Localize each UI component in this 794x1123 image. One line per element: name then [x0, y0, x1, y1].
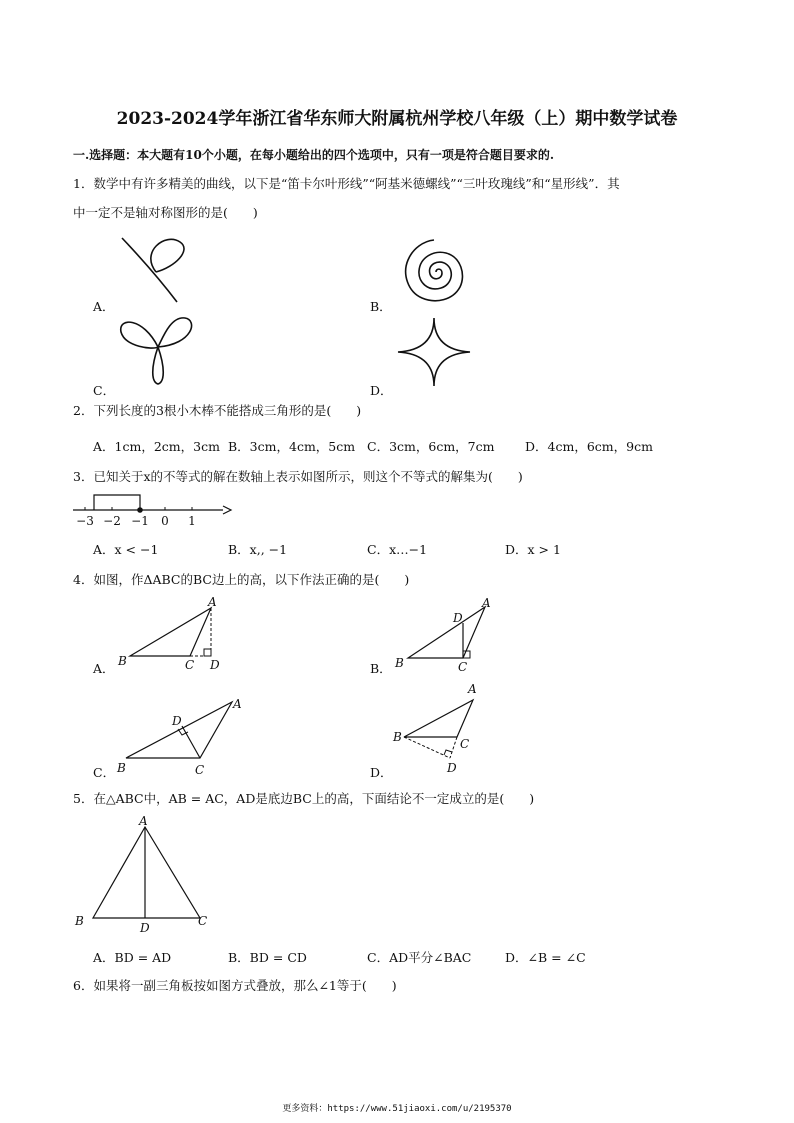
- vertex-label: C: [198, 914, 208, 928]
- vertex-label: D: [140, 921, 150, 935]
- q5-option-c: C．AD平分∠BAC: [367, 950, 472, 965]
- q4-figure-b: [390, 595, 500, 675]
- vertex-label: B: [395, 656, 404, 670]
- q5-isosceles-triangle-figure: [73, 813, 223, 933]
- q1-option-b-label: B．: [370, 299, 392, 314]
- tick-label: 0: [161, 514, 169, 528]
- three-leaf-rose-figure: [113, 312, 203, 387]
- vertex-label: C: [460, 737, 470, 751]
- vertex-label: B: [393, 730, 402, 744]
- q3-option-a: A．x < −1: [93, 542, 159, 557]
- vertex-label: A: [468, 682, 477, 696]
- q4-option-a-label: A．: [93, 661, 115, 676]
- vertex-label: D: [453, 611, 463, 625]
- q5-option-b: B．BD = CD: [228, 950, 307, 965]
- vertex-label: B: [118, 654, 127, 668]
- vertex-label: D: [447, 761, 457, 775]
- q4-figure-a: [112, 595, 232, 675]
- question-2-text: 2．下列长度的3根小木棒不能搭成三角形的是( ): [73, 403, 362, 418]
- tick-label: −3: [76, 514, 94, 528]
- vertex-label: D: [172, 714, 182, 728]
- tick-label: 1: [188, 514, 196, 528]
- vertex-label: D: [210, 658, 220, 672]
- q4-option-d-label: D．: [370, 765, 393, 780]
- q3-option-d: D．x > 1: [505, 542, 561, 557]
- vertex-label: A: [139, 814, 148, 828]
- q2-option-d: D．4cm，6cm，9cm: [525, 439, 653, 454]
- footer-link[interactable]: 更多资料：https://www.51jiaoxi.com/u/2195370: [282, 1104, 512, 1114]
- q4-option-b-label: B．: [370, 661, 392, 676]
- number-line-figure: [73, 490, 233, 530]
- folium-curve-figure: [110, 232, 200, 307]
- section-heading: 一.选择题：本大题有10个小题，在每小题给出的四个选项中，只有一项是符合题目要求的.: [73, 148, 555, 162]
- q5-option-d: D．∠B = ∠C: [505, 950, 586, 965]
- q1-option-d-label: D．: [370, 383, 393, 398]
- q1-option-c-label: C．: [93, 383, 116, 398]
- question-1-line1: 1．数学中有许多精美的曲线，以下是“笛卡尔叶形线”“阿基米德螺线”“三叶玫瑰线”和“星形线”．其: [73, 176, 620, 191]
- vertex-label: C: [458, 660, 468, 674]
- question-5-text: 5．在△ABC中，AB = AC，AD是底边BC上的高，下面结论不一定成立的是( ): [73, 791, 535, 806]
- vertex-label: B: [75, 914, 84, 928]
- q4-figure-d: [390, 680, 500, 780]
- q2-option-c: C．3cm，6cm，7cm: [367, 439, 495, 454]
- tick-label: −1: [131, 514, 149, 528]
- q1-option-a-label: A．: [93, 299, 115, 314]
- question-4-text: 4．如图，作ΔABC的BC边上的高，以下作法正确的是( ): [73, 572, 410, 587]
- archimedean-spiral-figure: [396, 232, 476, 312]
- vertex-label: B: [117, 761, 126, 775]
- q3-option-c: C．x…−1: [367, 542, 428, 557]
- question-3-text: 3．已知关于x的不等式的解在数轴上表示如图所示，则这个不等式的解集为( ): [73, 469, 523, 484]
- q3-option-b: B．x,, −1: [228, 542, 288, 557]
- q5-option-a: A．BD = AD: [93, 950, 172, 965]
- question-6-text: 6．如果将一副三角板按如图方式叠放，那么∠1等于( ): [73, 978, 397, 993]
- page-title: 2023-2024学年浙江省华东师大附属杭州学校八年级（上）期中数学试卷: [116, 109, 678, 129]
- question-1-line2: 中一定不是轴对称图形的是( ): [73, 205, 258, 220]
- vertex-label: A: [482, 596, 491, 610]
- q2-option-b: B．3cm，4cm，5cm: [228, 439, 356, 454]
- q4-figure-c: [112, 692, 252, 782]
- vertex-label: A: [208, 595, 217, 609]
- q4-option-c-label: C．: [93, 765, 116, 780]
- astroid-figure: [396, 316, 472, 388]
- tick-label: −2: [103, 514, 121, 528]
- vertex-label: C: [195, 763, 205, 777]
- q2-option-a: A．1cm，2cm，3cm: [93, 439, 220, 454]
- vertex-label: A: [233, 697, 242, 711]
- vertex-label: C: [185, 658, 195, 672]
